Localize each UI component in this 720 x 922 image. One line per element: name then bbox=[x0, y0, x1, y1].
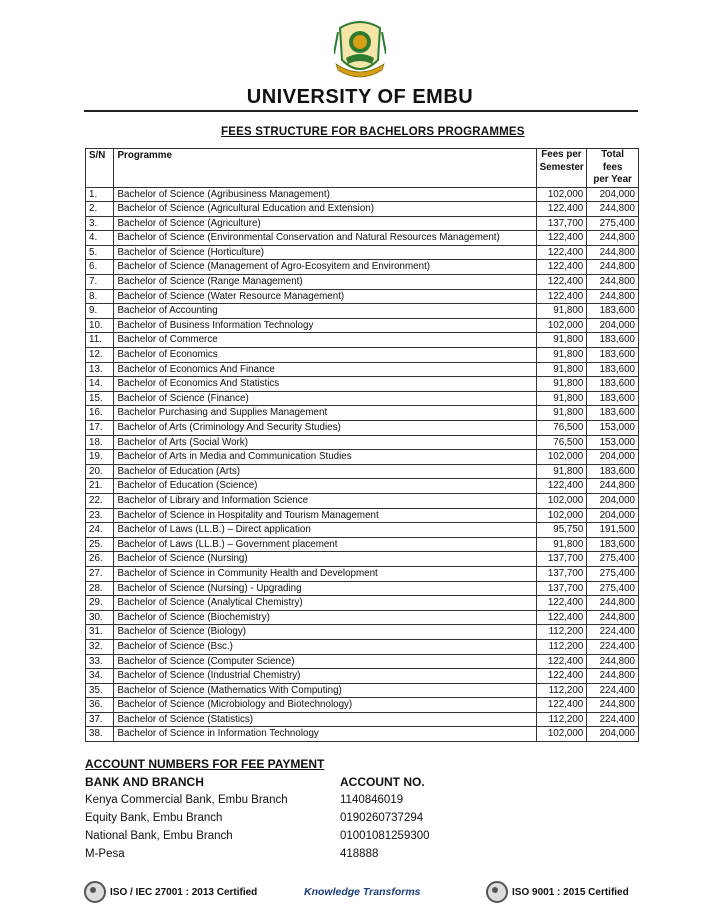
row-sn: 26. bbox=[86, 552, 114, 567]
iso-9001-label: ISO 9001 : 2015 Certified bbox=[512, 886, 629, 898]
table-row bbox=[86, 275, 639, 290]
accounts-bank-column-header: BANK AND BRANCH bbox=[85, 775, 204, 789]
row-fees-per-semester: 122,400 bbox=[536, 596, 587, 611]
row-programme: Bachelor Purchasing and Supplies Management bbox=[114, 406, 536, 421]
row-programme: Bachelor of Education (Arts) bbox=[114, 464, 536, 479]
row-sn: 4. bbox=[86, 231, 114, 246]
header-sn: S/N bbox=[86, 149, 114, 188]
table-row bbox=[86, 362, 639, 377]
row-fees-per-semester: 137,700 bbox=[536, 566, 587, 581]
row-fees-per-semester: 122,400 bbox=[536, 202, 587, 217]
row-sn: 28. bbox=[86, 581, 114, 596]
row-fees-per-semester: 91,800 bbox=[536, 537, 587, 552]
row-sn: 16. bbox=[86, 406, 114, 421]
row-fees-per-semester: 122,400 bbox=[536, 289, 587, 304]
row-programme: Bachelor of Science (Finance) bbox=[114, 391, 536, 406]
row-programme: Bachelor of Science (Industrial Chemistry) bbox=[114, 669, 536, 684]
header-divider bbox=[84, 110, 638, 112]
row-total-fees-per-year: 244,800 bbox=[587, 669, 639, 684]
row-fees-per-semester: 76,500 bbox=[536, 421, 587, 436]
row-sn: 31. bbox=[86, 625, 114, 640]
row-fees-per-semester: 102,000 bbox=[536, 318, 587, 333]
row-programme: Bachelor of Science (Biology) bbox=[114, 625, 536, 640]
row-sn: 27. bbox=[86, 566, 114, 581]
row-programme: Bachelor of Science (Microbiology and Biotechnology) bbox=[114, 698, 536, 713]
row-fees-per-semester: 91,800 bbox=[536, 362, 587, 377]
table-row bbox=[86, 712, 639, 727]
row-programme: Bachelor of Arts (Criminology And Security Studies) bbox=[114, 421, 536, 436]
row-sn: 22. bbox=[86, 493, 114, 508]
row-programme: Bachelor of Education (Science) bbox=[114, 479, 536, 494]
row-programme: Bachelor of Science (Environmental Conservation and Natural Resources Management) bbox=[114, 231, 536, 246]
row-total-fees-per-year: 244,800 bbox=[587, 479, 639, 494]
row-programme: Bachelor of Science (Statistics) bbox=[114, 712, 536, 727]
table-row bbox=[86, 245, 639, 260]
row-total-fees-per-year: 183,600 bbox=[587, 377, 639, 392]
table-row bbox=[86, 639, 639, 654]
row-fees-per-semester: 112,200 bbox=[536, 625, 587, 640]
row-fees-per-semester: 122,400 bbox=[536, 654, 587, 669]
table-row bbox=[86, 683, 639, 698]
row-sn: 9. bbox=[86, 304, 114, 319]
university-name: UNIVERSITY OF EMBU bbox=[246, 86, 474, 108]
row-total-fees-per-year: 244,800 bbox=[587, 596, 639, 611]
row-total-fees-per-year: 204,000 bbox=[587, 187, 639, 202]
footer-iso-9001 bbox=[486, 878, 629, 906]
row-sn: 20. bbox=[86, 464, 114, 479]
row-sn: 1. bbox=[86, 187, 114, 202]
row-fees-per-semester: 91,800 bbox=[536, 377, 587, 392]
row-fees-per-semester: 112,200 bbox=[536, 639, 587, 654]
row-programme: Bachelor of Economics bbox=[114, 348, 536, 363]
row-fees-per-semester: 137,700 bbox=[536, 581, 587, 596]
row-total-fees-per-year: 183,600 bbox=[587, 333, 639, 348]
row-fees-per-semester: 91,800 bbox=[536, 348, 587, 363]
row-total-fees-per-year: 183,600 bbox=[587, 464, 639, 479]
row-total-fees-per-year: 183,600 bbox=[587, 537, 639, 552]
row-sn: 32. bbox=[86, 639, 114, 654]
row-programme: Bachelor of Science (Agribusiness Management) bbox=[114, 187, 536, 202]
table-row bbox=[86, 523, 639, 538]
row-total-fees-per-year: 244,800 bbox=[587, 231, 639, 246]
row-fees-per-semester: 76,500 bbox=[536, 435, 587, 450]
row-programme: Bachelor of Commerce bbox=[114, 333, 536, 348]
row-total-fees-per-year: 224,400 bbox=[587, 712, 639, 727]
row-programme: Bachelor of Science (Agriculture) bbox=[114, 216, 536, 231]
row-sn: 7. bbox=[86, 275, 114, 290]
table-row bbox=[86, 406, 639, 421]
table-row bbox=[86, 231, 639, 246]
table-header-row bbox=[86, 149, 639, 188]
row-sn: 19. bbox=[86, 450, 114, 465]
iso-badge-icon bbox=[84, 881, 106, 903]
row-total-fees-per-year: 204,000 bbox=[587, 450, 639, 465]
row-sn: 37. bbox=[86, 712, 114, 727]
row-sn: 13. bbox=[86, 362, 114, 377]
table-row bbox=[86, 435, 639, 450]
row-sn: 14. bbox=[86, 377, 114, 392]
row-total-fees-per-year: 204,000 bbox=[587, 508, 639, 523]
row-total-fees-per-year: 244,800 bbox=[587, 289, 639, 304]
row-total-fees-per-year: 191,500 bbox=[587, 523, 639, 538]
row-total-fees-per-year: 244,800 bbox=[587, 654, 639, 669]
row-sn: 11. bbox=[86, 333, 114, 348]
row-fees-per-semester: 122,400 bbox=[536, 260, 587, 275]
table-row bbox=[86, 377, 639, 392]
table-row bbox=[86, 654, 639, 669]
row-total-fees-per-year: 153,000 bbox=[587, 421, 639, 436]
row-programme: Bachelor of Accounting bbox=[114, 304, 536, 319]
row-fees-per-semester: 91,800 bbox=[536, 391, 587, 406]
table-row bbox=[86, 421, 639, 436]
row-programme: Bachelor of Science (Management of Agro-Ecosyitem and Environment) bbox=[114, 260, 536, 275]
account-number: 418888 bbox=[340, 848, 379, 860]
row-sn: 33. bbox=[86, 654, 114, 669]
account-bank-name: Kenya Commercial Bank, Embu Branch bbox=[85, 794, 288, 806]
row-programme: Bachelor of Library and Information Science bbox=[114, 493, 536, 508]
table-row bbox=[86, 596, 639, 611]
row-programme: Bachelor of Arts in Media and Communication Studies bbox=[114, 450, 536, 465]
row-programme: Bachelor of Science (Computer Science) bbox=[114, 654, 536, 669]
row-sn: 5. bbox=[86, 245, 114, 260]
row-programme: Bachelor of Science (Analytical Chemistry) bbox=[114, 596, 536, 611]
row-total-fees-per-year: 183,600 bbox=[587, 348, 639, 363]
header-fees-semester-line1: Fees per bbox=[541, 149, 582, 160]
row-programme: Bachelor of Science (Range Management) bbox=[114, 275, 536, 290]
row-sn: 12. bbox=[86, 348, 114, 363]
row-fees-per-semester: 122,400 bbox=[536, 479, 587, 494]
row-fees-per-semester: 122,400 bbox=[536, 610, 587, 625]
row-total-fees-per-year: 204,000 bbox=[587, 318, 639, 333]
row-sn: 21. bbox=[86, 479, 114, 494]
row-programme: Bachelor of Science (Mathematics With Computing) bbox=[114, 683, 536, 698]
table-row bbox=[86, 348, 639, 363]
row-fees-per-semester: 91,800 bbox=[536, 406, 587, 421]
row-programme: Bachelor of Science (Nursing) - Upgrading bbox=[114, 581, 536, 596]
row-total-fees-per-year: 275,400 bbox=[587, 566, 639, 581]
header-fees-semester-line2: Semester bbox=[539, 161, 584, 173]
fees-table bbox=[85, 148, 639, 742]
row-fees-per-semester: 91,800 bbox=[536, 333, 587, 348]
row-sn: 8. bbox=[86, 289, 114, 304]
row-programme: Bachelor of Science (Agricultural Education and Extension) bbox=[114, 202, 536, 217]
table-row bbox=[86, 537, 639, 552]
row-programme: Bachelor of Science (Horticulture) bbox=[114, 245, 536, 260]
account-number: 01001081259300 bbox=[340, 830, 430, 842]
table-row bbox=[86, 391, 639, 406]
row-total-fees-per-year: 244,800 bbox=[587, 275, 639, 290]
row-total-fees-per-year: 183,600 bbox=[587, 362, 639, 377]
row-programme: Bachelor of Economics And Statistics bbox=[114, 377, 536, 392]
row-sn: 25. bbox=[86, 537, 114, 552]
university-crest-logo bbox=[334, 14, 386, 84]
table-row bbox=[86, 318, 639, 333]
row-fees-per-semester: 102,000 bbox=[536, 493, 587, 508]
row-fees-per-semester: 137,700 bbox=[536, 216, 587, 231]
row-sn: 6. bbox=[86, 260, 114, 275]
table-row bbox=[86, 260, 639, 275]
row-fees-per-semester: 122,400 bbox=[536, 275, 587, 290]
row-fees-per-semester: 122,400 bbox=[536, 698, 587, 713]
row-total-fees-per-year: 183,600 bbox=[587, 406, 639, 421]
row-total-fees-per-year: 183,600 bbox=[587, 304, 639, 319]
header-programme: Programme bbox=[114, 149, 536, 188]
row-fees-per-semester: 112,200 bbox=[536, 683, 587, 698]
table-row bbox=[86, 566, 639, 581]
row-fees-per-semester: 112,200 bbox=[536, 712, 587, 727]
account-bank-name: Equity Bank, Embu Branch bbox=[85, 812, 223, 824]
table-row bbox=[86, 304, 639, 319]
row-total-fees-per-year: 275,400 bbox=[587, 581, 639, 596]
row-sn: 24. bbox=[86, 523, 114, 538]
row-total-fees-per-year: 244,800 bbox=[587, 245, 639, 260]
row-total-fees-per-year: 244,800 bbox=[587, 698, 639, 713]
account-bank-name: National Bank, Embu Branch bbox=[85, 830, 233, 842]
row-fees-per-semester: 122,400 bbox=[536, 245, 587, 260]
table-row bbox=[86, 610, 639, 625]
account-number: 0190260737294 bbox=[340, 812, 424, 824]
row-fees-per-semester: 91,800 bbox=[536, 304, 587, 319]
table-row bbox=[86, 727, 639, 742]
header-total-fees-per-year bbox=[587, 149, 639, 188]
row-sn: 30. bbox=[86, 610, 114, 625]
row-sn: 36. bbox=[86, 698, 114, 713]
table-row bbox=[86, 581, 639, 596]
row-total-fees-per-year: 244,800 bbox=[587, 610, 639, 625]
row-sn: 18. bbox=[86, 435, 114, 450]
row-programme: Bachelor of Science (Nursing) bbox=[114, 552, 536, 567]
accounts-number-column-header: ACCOUNT NO. bbox=[340, 775, 425, 789]
header-fees-year-line2: per Year bbox=[593, 174, 632, 185]
row-sn: 35. bbox=[86, 683, 114, 698]
table-row bbox=[86, 216, 639, 231]
document-title: FEES STRUCTURE FOR BACHELORS PROGRAMMES bbox=[221, 126, 525, 138]
table-row bbox=[86, 479, 639, 494]
row-total-fees-per-year: 153,000 bbox=[587, 435, 639, 450]
table-row bbox=[86, 552, 639, 567]
row-fees-per-semester: 91,800 bbox=[536, 464, 587, 479]
row-programme: Bachelor of Economics And Finance bbox=[114, 362, 536, 377]
row-total-fees-per-year: 204,000 bbox=[587, 727, 639, 742]
table-row bbox=[86, 450, 639, 465]
row-fees-per-semester: 137,700 bbox=[536, 552, 587, 567]
account-bank-name: M-Pesa bbox=[85, 848, 125, 860]
row-total-fees-per-year: 275,400 bbox=[587, 216, 639, 231]
row-programme: Bachelor of Laws (LL.B.) – Government placement bbox=[114, 537, 536, 552]
iso-27001-label: ISO / IEC 27001 : 2013 Certified bbox=[110, 886, 258, 898]
row-sn: 15. bbox=[86, 391, 114, 406]
row-programme: Bachelor of Science (Water Resource Management) bbox=[114, 289, 536, 304]
row-sn: 3. bbox=[86, 216, 114, 231]
iso-badge-icon bbox=[486, 881, 508, 903]
row-total-fees-per-year: 183,600 bbox=[587, 391, 639, 406]
footer-motto: Knowledge Transforms bbox=[304, 886, 421, 898]
table-row bbox=[86, 698, 639, 713]
footer-iso-27001 bbox=[84, 878, 257, 906]
row-programme: Bachelor of Science in Information Technology bbox=[114, 727, 536, 742]
row-fees-per-semester: 102,000 bbox=[536, 187, 587, 202]
row-sn: 34. bbox=[86, 669, 114, 684]
row-programme: Bachelor of Science (Bsc.) bbox=[114, 639, 536, 654]
header-fees-per-semester bbox=[536, 149, 587, 188]
row-programme: Bachelor of Business Information Technology bbox=[114, 318, 536, 333]
table-row bbox=[86, 508, 639, 523]
row-fees-per-semester: 102,000 bbox=[536, 450, 587, 465]
row-total-fees-per-year: 244,800 bbox=[587, 260, 639, 275]
row-total-fees-per-year: 275,400 bbox=[587, 552, 639, 567]
table-row bbox=[86, 187, 639, 202]
header-fees-year-line1: Total fees bbox=[601, 149, 624, 173]
row-total-fees-per-year: 224,400 bbox=[587, 639, 639, 654]
row-fees-per-semester: 122,400 bbox=[536, 231, 587, 246]
table-row bbox=[86, 625, 639, 640]
table-row bbox=[86, 333, 639, 348]
table-row bbox=[86, 464, 639, 479]
row-programme: Bachelor of Science in Hospitality and Tourism Management bbox=[114, 508, 536, 523]
table-row bbox=[86, 493, 639, 508]
row-sn: 38. bbox=[86, 727, 114, 742]
account-number: 1140846019 bbox=[340, 794, 404, 806]
row-programme: Bachelor of Science in Community Health and Development bbox=[114, 566, 536, 581]
row-total-fees-per-year: 224,400 bbox=[587, 625, 639, 640]
table-row bbox=[86, 289, 639, 304]
row-programme: Bachelor of Laws (LL.B.) – Direct application bbox=[114, 523, 536, 538]
row-sn: 23. bbox=[86, 508, 114, 523]
table-row bbox=[86, 202, 639, 217]
row-total-fees-per-year: 244,800 bbox=[587, 202, 639, 217]
accounts-heading: ACCOUNT NUMBERS FOR FEE PAYMENT bbox=[85, 757, 325, 771]
row-fees-per-semester: 102,000 bbox=[536, 727, 587, 742]
row-fees-per-semester: 102,000 bbox=[536, 508, 587, 523]
row-programme: Bachelor of Arts (Social Work) bbox=[114, 435, 536, 450]
table-row bbox=[86, 669, 639, 684]
row-fees-per-semester: 122,400 bbox=[536, 669, 587, 684]
row-programme: Bachelor of Science (Biochemistry) bbox=[114, 610, 536, 625]
row-sn: 2. bbox=[86, 202, 114, 217]
row-fees-per-semester: 95,750 bbox=[536, 523, 587, 538]
row-total-fees-per-year: 224,400 bbox=[587, 683, 639, 698]
row-total-fees-per-year: 204,000 bbox=[587, 493, 639, 508]
row-sn: 10. bbox=[86, 318, 114, 333]
row-sn: 17. bbox=[86, 421, 114, 436]
row-sn: 29. bbox=[86, 596, 114, 611]
